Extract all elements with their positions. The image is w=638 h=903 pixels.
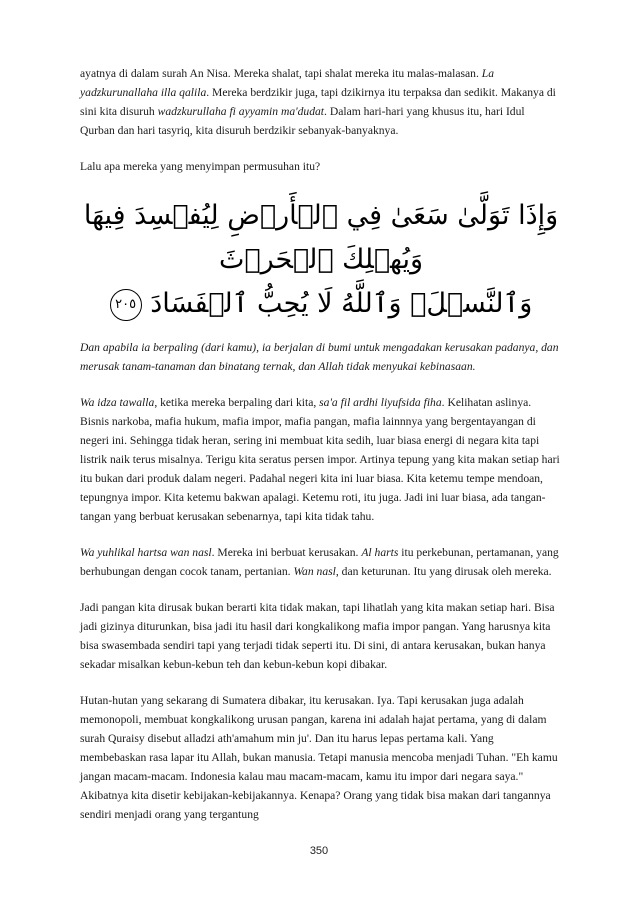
italic-phrase: Wa idza tawalla xyxy=(80,396,155,409)
verse-translation: Dan apabila ia berpaling (dari kamu), ia berjalan di bumi untuk mengadakan kerusakan padanya, dan merusak tanam-tanaman dan binatang ternak, dan Allah tidak menyukai kebinasaan. xyxy=(80,341,559,373)
paragraph-1 xyxy=(80,64,562,140)
verse-line-1: وَإِذَا تَوَلَّىٰ سَعَىٰ فِي ٱلۡأَرۡضِ لِيُفۡسِدَ فِيهَا وَيُهۡلِكَ ٱلۡحَرۡثَ xyxy=(83,200,559,275)
page-number: 350 xyxy=(309,845,329,857)
text-span: . Dalam hari-hari yang khusus itu, hari Idul Qurban dan hari tasyriq, kita disuruh berdzikir sebanyak-banyaknya. xyxy=(80,105,525,137)
text-span: itu perkebunan, pertamanan, yang berhubungan dengan cocok tanam, pertanian. xyxy=(80,546,559,578)
verse-line-2 xyxy=(80,282,562,326)
paragraph-5: Jadi pangan kita dirusak bukan berarti kita tidak makan, tapi lihatlah yang kita makan setiap hari. Bisa jadi gizinya diturunkan, bisa jadi itu hasil dari kongkalikong mafia impor pangan. Yang harusnya kita bisa swasembada sendiri tapi yang terjadi tidak seperti itu. Di sini, di antara kerusakan, bukan hanya sekadar misalkan kebun-kebun teh dan kebun-kebun kopi dibakar. xyxy=(80,601,555,671)
paragraph-4 xyxy=(80,543,562,581)
quran-verse xyxy=(80,194,562,326)
text-span: , ketika mereka berpaling dari kita, xyxy=(154,396,320,409)
verse-line-2-text: وَٱلنَّسۡلَۗ وَٱللَّهُ لَا يُحِبُّ ٱلۡفَسَادَ xyxy=(150,288,533,319)
text-span: , dan keturunan. Itu yang dirusak oleh mereka. xyxy=(335,565,552,578)
italic-phrase: Wan nasl xyxy=(293,565,336,578)
paragraph-6: Hutan-hutan yang sekarang di Sumatera dibakar, itu kerusakan. Iya. Tapi kerusakan juga adalah memonopoli, membuat kongkalikong urusan pangan, karena ini adalah hajat pertama, yang di dalam surah Quraisy disebut alladzi ath'amahum min ju'. Dan itu harus lepas pertama kali. Yang membebaskan rasa lapar itu Allah, bukan manusia. Tetapi manusia mencoba menjadi Tuhan. "Eh kamu jangan macam-macam. Indonesia kalau mau macam-macam, kamu itu impor dari negara saya." Akibatnya kita disetir kebijakan-kebijakannya. Kenapa? Orang yang tidak bisa makan dari tangannya sendiri menjadi orang yang tergantung xyxy=(80,694,558,821)
text-span: . Mereka berdzikir juga, tapi dzikirnya itu terpaksa dan sedikit. Makanya di sini kita disuruh xyxy=(80,86,556,118)
paragraph-3 xyxy=(80,393,562,526)
text-span: ayatnya di dalam surah An Nisa. Mereka shalat, tapi shalat mereka itu malas-malasan. xyxy=(80,67,482,80)
text-span: . Mereka ini berbuat kerusakan. xyxy=(211,546,362,559)
italic-phrase: sa'a fil ardhi liyufsida fiha xyxy=(319,396,442,409)
italic-phrase: wadzkurullaha fi ayyamin ma'dudat xyxy=(157,105,325,118)
italic-phrase: Al harts xyxy=(361,546,399,559)
paragraph-2: Lalu apa mereka yang menyimpan permusuhan itu? xyxy=(80,160,321,173)
text-span: . Kelihatan aslinya. Bisnis narkoba, mafia hukum, mafia impor, mafia pangan, mafia lainnnya yang bergentayangan di negeri ini. Sehingga tidak heran, sering ini membuat kita sedih, luar biasa energi di negara kita tapi listrik naik terus misalnya. Terigu kita seratus persen impor. Artinya tepung yang kita makan setiap hari itu bukan dari produk dalam negeri. Padahal negeri kita ini luar biasa. Kita ketemu tempe mendoan, tepungnya impor. Kita ketemu bakwan apalagi. Ketemu roti, itu juga. Jadi ini luar biasa, ada tangan-tangan yang berbuat kerusakan sebenarnya, tapi kita tidak tahu. xyxy=(80,396,560,523)
page-content xyxy=(80,64,562,841)
italic-phrase: Wa yuhlikal hartsa wan nasl xyxy=(80,546,212,559)
italic-phrase: La yadzkurunallaha illa qalila xyxy=(80,67,495,99)
ayah-number-marker: ٢٠٥ xyxy=(110,289,142,321)
